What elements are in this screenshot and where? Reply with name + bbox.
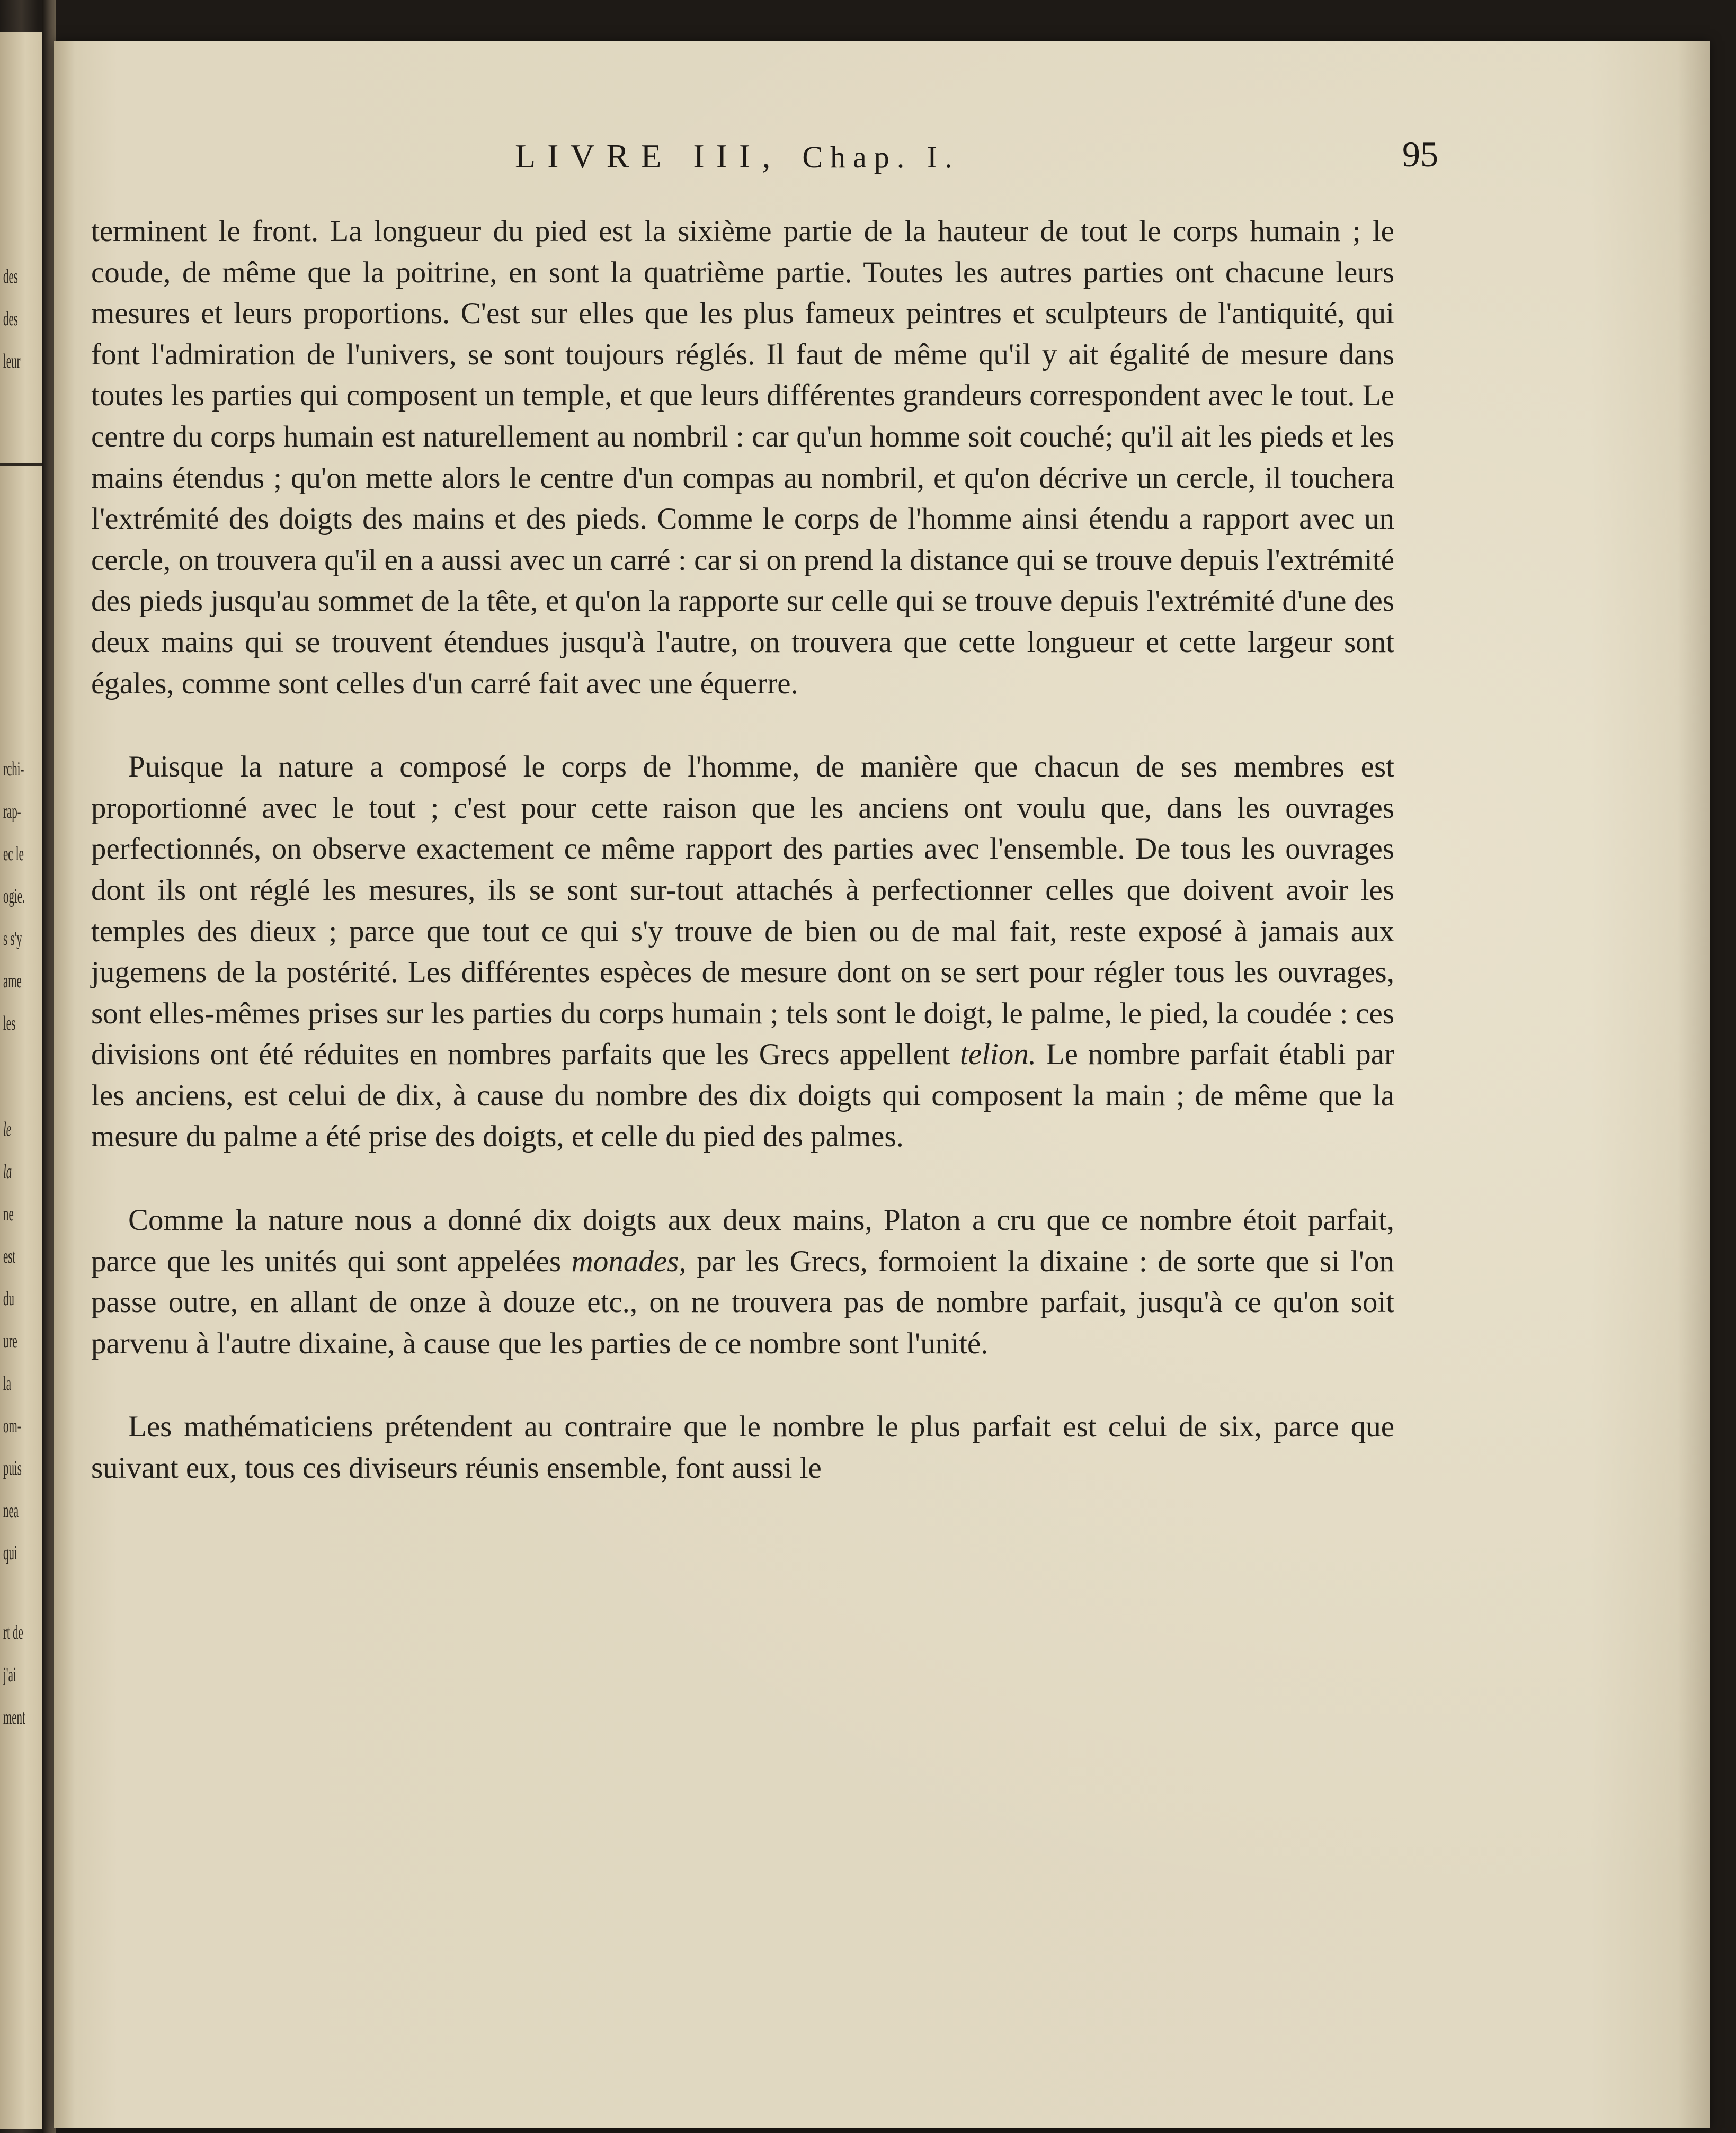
running-head-book: LIVRE III, [515,137,782,175]
page-header [91,134,1468,190]
facing-page-rule [0,463,42,466]
paragraph [91,1200,1394,1364]
facing-fragment: rt de [3,1621,23,1644]
facing-fragment: la [3,1372,12,1395]
page-edge-shadow [1678,41,1710,2128]
facing-fragment: ame [3,970,22,992]
facing-fragment: ogie. [3,885,25,907]
running-head [515,137,960,176]
facing-fragment: om- [3,1415,21,1437]
facing-fragment: ure [3,1330,17,1352]
facing-fragment: ec le [3,843,24,865]
paragraph: Les mathématiciens prétendent au contraire que le nombre le plus parfait est celui de six, parce que suivant eux, tous ces diviseurs réunis ensemble, font aussi le [91,1410,1394,1485]
facing-fragment: s s'y [3,927,22,950]
facing-fragment: leur [3,350,21,372]
paragraph [91,746,1394,1157]
facing-fragment: rap- [3,800,21,823]
facing-fragment: ne [3,1203,14,1225]
paragraph-continued: terminent le front. La longueur du pied est la sixième partie de la hauteur de tout le corps humain ; le coude, de même que la poitrine, en sont la quatrième partie. Toutes les autres parties ont chacune leurs mesures et leurs proportions. C'est sur elles que les plus fameux peintres et sculpteurs de l'antiquité, qui font l'admiration de l'univers, se sont toujours réglés. Il faut de même qu'il y ait égalité de mesure dans toutes les parties qui composent un temple, et que leurs différentes grandeurs correspondent avec le tout. Le centre du corps humain est naturellement au nombril : car qu'un homme soit couché; qu'il ait les pieds et les mains étendus ; qu'on mette alors le centre d'un compas au nombril, et qu'on décrive un cercle, il touchera l'extrémité des doigts des mains et des pieds. Comme le corps de l'homme ainsi étendu a rapport avec un cercle, on trouvera qu'il en a aussi avec un carré : car si on prend la distance qui se trouve depuis l'extrémité des pieds jusqu'au sommet de la tête, et qu'on la rapporte sur celle qui se trouve depuis l'extrémité d'une des deux mains qui se trouvent étendues jusqu'à l'autre, on trouvera que cette longueur et cette largeur sont égales, comme sont celles d'un carré fait avec une équerre. [91,215,1394,700]
facing-fragment: j'ai [3,1664,16,1686]
facing-fragment: puis [3,1457,22,1479]
book-page [54,41,1710,2128]
paragraph-text: Le nombre parfait établi par les anciens, est celui de dix, à cause du nombre des dix doigts qui composent la main ; de même que la mesure du palme a été prise des doigts, et celle du pied des palmes. [91,1038,1395,1154]
greek-term: monades, [571,1244,687,1278]
running-head-chapter: Chap. I. [802,140,960,174]
facing-fragment: les [3,1012,16,1034]
paragraph-text: par les Grecs, formoient la dixaine : de sorte que si l'on passe outre, en allant de onze à douze etc., on ne trouvera pas de nombre parfait, jusqu'à ce qu'on soit parvenu à l'autre dixaine, à cause que les parties de ce nombre sont l'unité. [91,1244,1395,1360]
greek-term: telion. [960,1038,1037,1072]
facing-fragment: nea [3,1500,19,1522]
facing-fragment: est [3,1245,16,1268]
facing-fragment: rchi- [3,758,24,780]
main-text [91,211,1394,1489]
facing-fragment: des [3,308,18,330]
facing-fragment: du [3,1288,14,1310]
facing-fragment: des [3,265,18,288]
paragraph-text: Puisque la nature a composé le corps de l'homme, de manière que chacun de ses membres est proportionné avec le tout ; c'est pour cette raison que les anciens ont voulu que, dans les ouvrages perfectionnés, on observe exactement ce même rapport des parties avec l'ensemble. De tous les ouvrages dont ils ont réglé les mesures, ils se sont sur-tout attachés à perfectionner celles que doivent avoir les temples des dieux ; parce que tout ce qui s'y trouve de bien ou de mal fait, reste exposé à jamais aux jugemens de la postérité. Les différentes espèces de mesure dont on se sert pour régler tous les ouvrages, sont elles-mêmes prises sur les parties du corps humain ; tels sont le doigt, le palme, le pied, la coudée : ces divisions ont été réduites en nombres parfaits que les Grecs appellent [91,750,1394,1072]
facing-fragment: qui [3,1542,17,1564]
facing-page-edge [0,32,42,2129]
paragraph-text: Comme la nature nous a donné dix doigts aux deux mains, Platon a cru que ce nombre étoit parfait, parce que les unités qui sont appelées [91,1203,1394,1278]
facing-fragment: ment [3,1706,25,1728]
facing-fragment: la [3,1161,12,1183]
facing-fragment: le [3,1118,12,1140]
page-number: 95 [1402,134,1438,174]
